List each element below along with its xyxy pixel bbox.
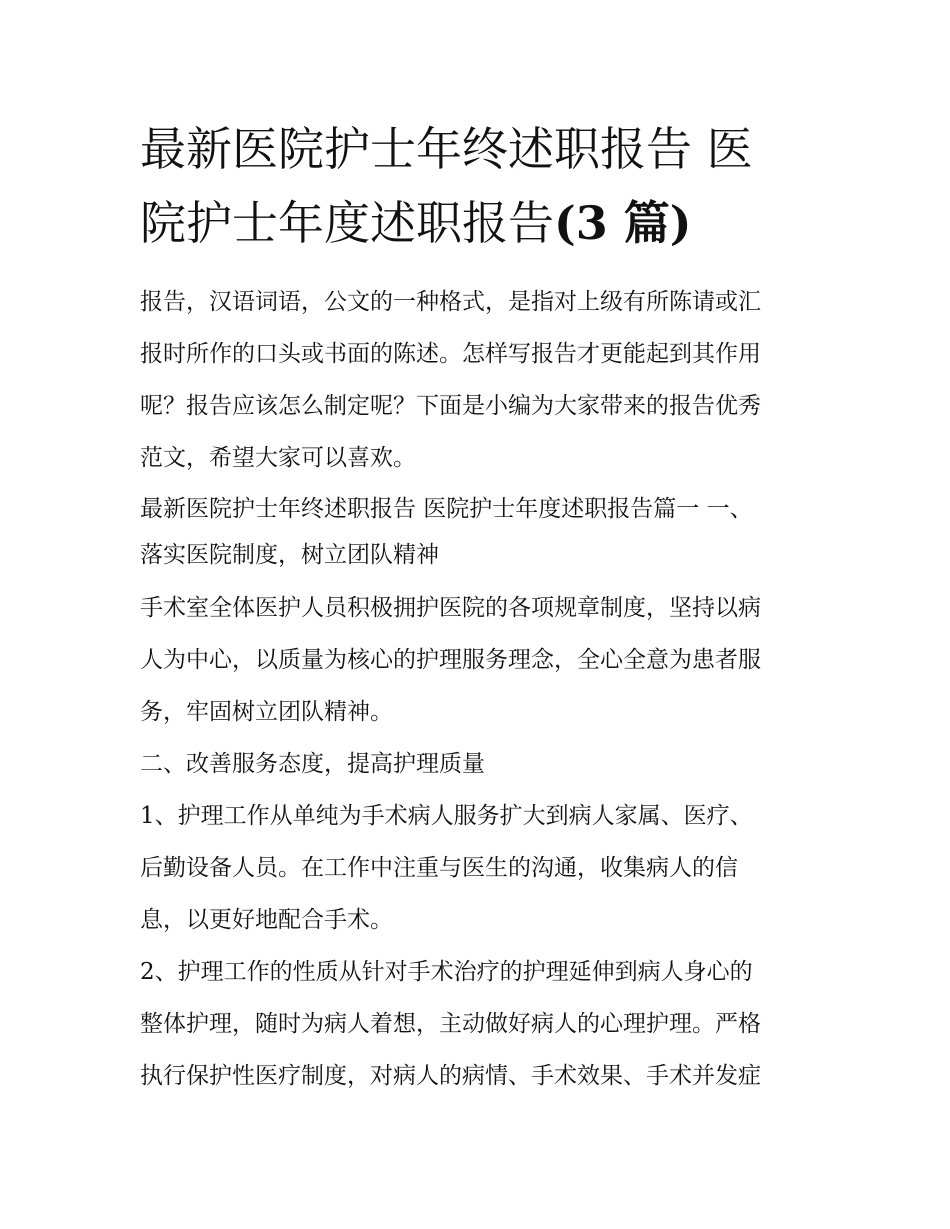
paragraph-line: 执行保护性医疗制度，对病人的病情、手术效果、手术并发症 (140, 1063, 761, 1089)
list-item-paragraph (140, 790, 820, 946)
intro-paragraph (140, 276, 820, 484)
paragraph-line: 报告，汉语词语，公文的一种格式，是指对上级有所陈请或汇 (140, 289, 761, 315)
paragraph-line: 后勤设备人员。在工作中注重与医生的沟通，收集病人的信 (140, 855, 738, 881)
document-title (140, 112, 820, 260)
paragraph-line: 整体护理，随时为病人着想，主动做好病人的心理护理。严格 (140, 1011, 761, 1037)
body-paragraph (140, 582, 820, 738)
paragraph-line: 1、护理工作从单纯为手术病人服务扩大到病人家属、医疗、 (140, 803, 753, 829)
paragraph-line: 报时所作的口头或书面的陈述。怎样写报告才更能起到其作用 (140, 341, 761, 367)
title-line-2 (140, 186, 820, 260)
paragraph-line: 手术室全体医护人员积极拥护医院的各项规章制度，坚持以病 (140, 595, 761, 621)
list-item-paragraph (140, 946, 820, 1102)
paragraph-line: 落实医院制度，树立团队精神 (140, 542, 439, 568)
paragraph-line: 务，牢固树立团队精神。 (140, 699, 393, 725)
title-line-2-text: 院护士年度述职报告 (140, 196, 554, 250)
paragraph-line: 呢？报告应该怎么制定呢？下面是小编为大家带来的报告优秀 (140, 393, 761, 419)
section-heading (140, 738, 820, 790)
document-body (140, 276, 820, 1102)
paragraph-line: 最新医院护士年终述职报告 医院护士年度述职报告篇一 一、 (140, 496, 753, 522)
title-line-1: 最新医院护士年终述职报告 医 (140, 122, 753, 176)
title-line-2-suffix: (3 篇) (554, 196, 692, 250)
paragraph-line: 人为中心，以质量为核心的护理服务理念，全心全意为患者服 (140, 647, 761, 673)
paragraph-line: 2、护理工作的性质从针对手术治疗的护理延伸到病人身心的 (140, 959, 753, 985)
section-heading-paragraph (140, 486, 820, 578)
paragraph-line: 范文，希望大家可以喜欢。 (140, 445, 416, 471)
paragraph-line: 息，以更好地配合手术。 (140, 907, 393, 933)
paragraph-line: 二、改善服务态度，提高护理质量 (140, 751, 485, 777)
